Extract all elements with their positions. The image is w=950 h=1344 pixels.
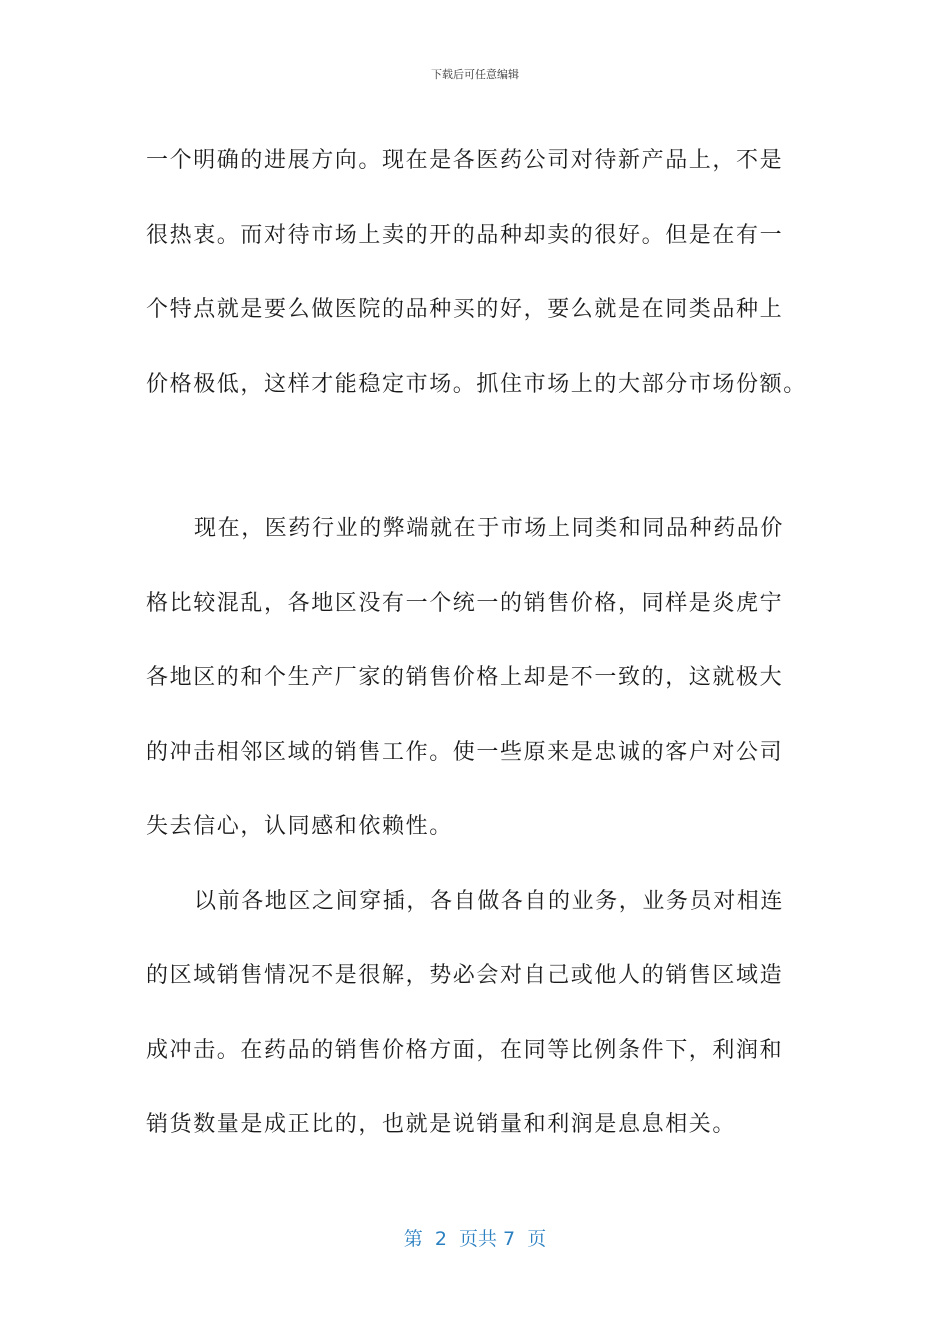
paragraph-1 bbox=[146, 124, 806, 422]
text-line: 格比较混乱，各地区没有一个统一的销售价格，同样是炎虎宁 bbox=[146, 590, 784, 616]
text-line: 很热衷。而对待市场上卖的开的品种却卖的很好。但是在有一 bbox=[146, 222, 784, 248]
text-line: 的冲击相邻区域的销售工作。使一些原来是忠诚的客户对公司 bbox=[146, 739, 784, 765]
document-body bbox=[146, 124, 806, 1163]
text-line: 以前各地区之间穿插，各自做各自的业务，业务员对相连 bbox=[194, 888, 785, 914]
text-line: 各地区的和个生产厂家的销售价格上却是不一致的，这就极大 bbox=[146, 665, 784, 690]
download-note: 下载后可任意编辑 bbox=[431, 68, 519, 81]
page-number: 第 2 页共 7 页 bbox=[403, 1228, 547, 1250]
text-line: 销货数量是成正比的，也就是说销量和利润是息息相关。 bbox=[146, 1112, 737, 1137]
text-line: 成冲击。在药品的销售价格方面，在同等比例条件下，利润和 bbox=[146, 1037, 784, 1063]
text-line: 一个明确的进展方向。现在是各医药公司对待新产品上，不是 bbox=[146, 148, 784, 173]
text-line: 个特点就是要么做医院的品种买的好，要么就是在同类品种上 bbox=[146, 297, 784, 322]
paragraph-gap bbox=[146, 422, 806, 492]
text-line: 价格极低，这样才能稳定市场。抓住市场上的大部分市场份额。 bbox=[146, 371, 807, 397]
paragraph-3 bbox=[146, 865, 806, 1163]
paragraph-2 bbox=[146, 492, 806, 865]
text-line: 的区域销售情况不是很解，势必会对自己或他人的销售区域造 bbox=[146, 963, 784, 988]
text-line: 失去信心，认同感和依赖性。 bbox=[146, 814, 453, 839]
text-line: 现在，医药行业的弊端就在于市场上同类和同品种药品价 bbox=[194, 516, 785, 541]
